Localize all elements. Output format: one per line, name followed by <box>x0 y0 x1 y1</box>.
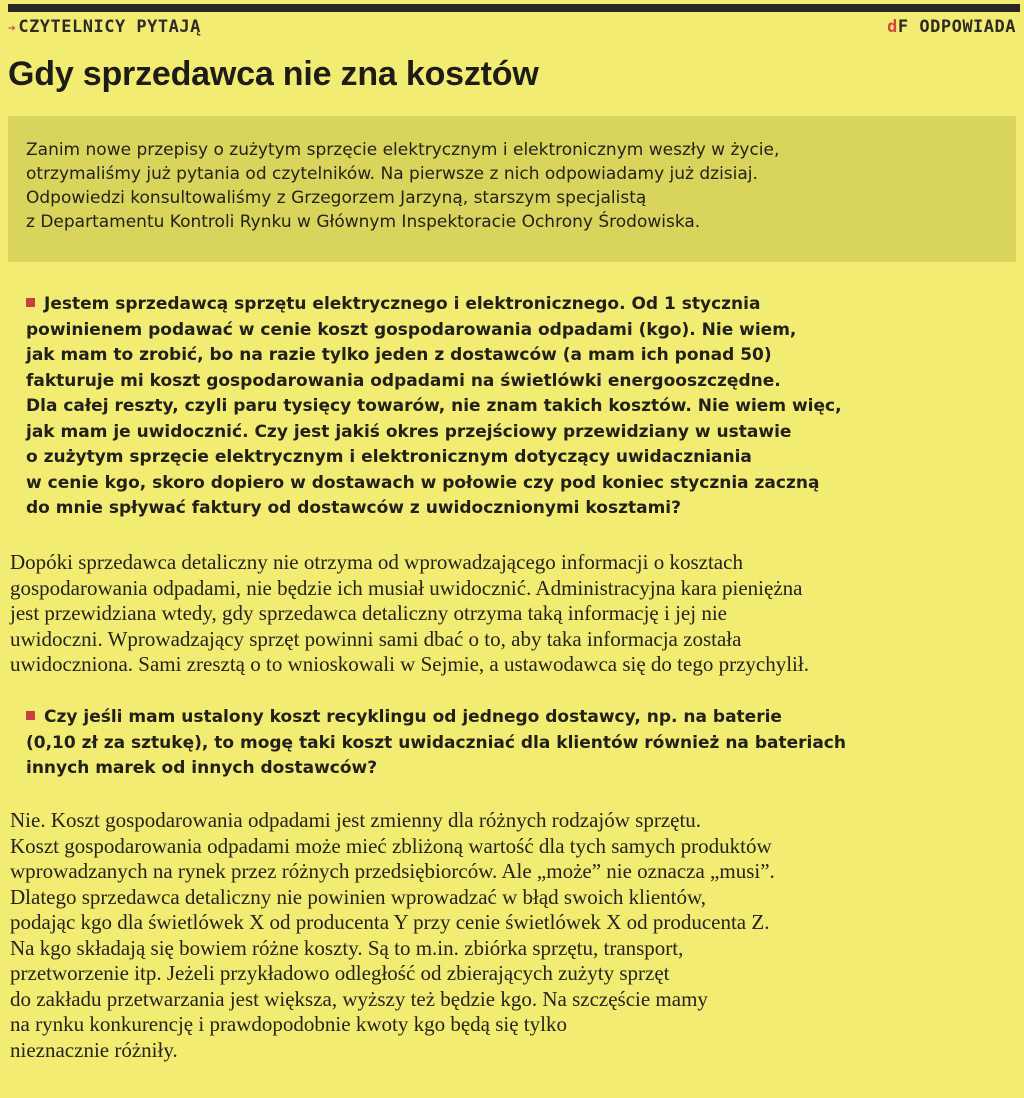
answer-2: Nie. Koszt gospodarowania odpadami jest zmienny dla różnych rodzajów sprzętu. Koszt gospodarowania odpadami może mieć zbliżoną wartość dla tych samych produktów wprowadzanych na rynek przez różnych przedsiębiorców. Ale „może” nie oznacza „musi”. Dlatego sprzedawca detaliczny nie powinien wprowadzać w błąd swoich klientów, podając kgo dla świetlówek X od producenta Y przy cenie świetlówek X od producenta Z. Na kgo składają się bowiem różne koszty. Są to m.in. zbiórka sprzętu, transport, przetworzenie itp. Jeżeli przykładowo odległość od zbierających zużyty sprzęt do zakładu przetwarzania jest większa, wyższy też będzie kgo. Na szczęście mamy na rynku konkurencję i prawdopodobnie kwoty kgo będą się tylko nieznacznie różniły. <box>10 808 775 1062</box>
section-label-right <box>887 17 1016 37</box>
question-1 <box>26 292 1006 522</box>
section-label-right-text: F ODPOWIADA <box>897 17 1016 37</box>
question-2 <box>26 705 1006 782</box>
intro-text: Zanim nowe przepisy o zużytym sprzęcie elektrycznym i elektronicznym weszły w życie, otrzymaliśmy już pytania od czytelników. Na pierwsze z nich odpowiadamy już dzisiaj. Odpowiedzi konsultowaliśmy z Grzegorzem Jarzyną, starszym specjalistą z Departamentu Kontroli Rynku w Głównym Inspektoracie Ochrony Środowiska. <box>26 140 780 232</box>
article-headline: Gdy sprzedawca nie zna kosztów <box>8 55 539 93</box>
question-2-text: Czy jeśli mam ustalony koszt recyklingu od jednego dostawcy, np. na baterie (0,10 zł za sztukę), to mogę taki koszt uwidaczniać dla klientów również na bateriach innych marek od innych dostawców? <box>26 707 846 778</box>
section-label-left-text: CZYTELNICY PYTAJĄ <box>18 17 201 37</box>
answer-1: Dopóki sprzedawca detaliczny nie otrzyma od wprowadzającego informacji o kosztach gospodarowania odpadami, nie będzie ich musiał uwidocznić. Administracyjna kara pieniężna jest przewidziana wtedy, gdy sprzedawca detaliczny otrzyma taką informację i jej nie uwidoczni. Wprowadzający sprzęt powinni sami dbać o to, aby taka informacja została uwidoczniona. Sami zresztą o to wnioskowali w Sejmie, a ustawodawca się do tego przychylił. <box>10 550 809 676</box>
question-1-text: Jestem sprzedawcą sprzętu elektrycznego i elektronicznego. Od 1 stycznia powinienem podawać w cenie koszt gospodarowania odpadami (kgo). Nie wiem, jak mam to zrobić, bo na razie tylko jeden z dostawców (a mam ich ponad 50) fakturuje mi koszt gospodarowania odpadami na świetlówki energooszczędne. Dla całej reszty, czyli paru tysięcy towarów, nie znam takich kosztów. Nie wiem więc, jak mam je uwidocznić. Czy jest jakiś okres przejściowy przewidziany w ustawie o zużytym sprzęcie elektrycznym i elektronicznym dotyczący uwidaczniania w cenie kgo, skoro dopiero w dostawach w połowie czy pod koniec stycznia zaczną do mnie spływać faktury od dostawców z uwidocznionymi kosztami? <box>26 294 842 518</box>
red-square-marker-icon <box>26 298 35 307</box>
section-label-left <box>8 17 201 37</box>
red-square-marker-icon <box>26 711 35 720</box>
arrow-bullet-icon: ➔ <box>8 21 17 36</box>
df-logo-letter: d <box>887 17 898 37</box>
top-rule <box>8 4 1020 12</box>
